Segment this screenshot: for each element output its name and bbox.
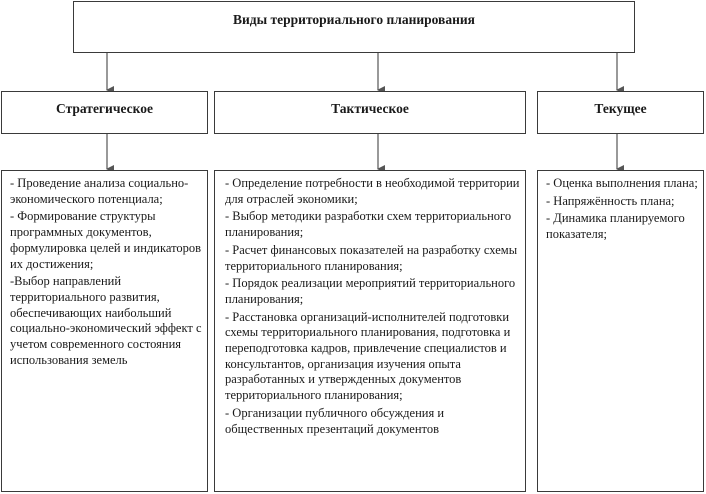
category-tactical-box xyxy=(214,91,526,134)
current-details-list xyxy=(546,176,699,243)
tactical-detail-item: - Расчет финансовых показателей на разработку схемы территориального планирования; xyxy=(225,242,518,273)
tactical-detail-item: - Расстановка организаций-исполнителей подготовки схемы территориального планирования, подготовка и переподготовка кадров, привлечение специалистов и консультантов, организация изучения опыта разработанных и утвержденных документов территориального планирования; xyxy=(225,309,511,403)
strategic-details-list xyxy=(10,176,203,368)
tactical-detail-item: - Порядок реализации мероприятий территориального планирования; xyxy=(225,276,516,306)
tactical-detail-item: - Выбор методики разработки схем территориального планирования; xyxy=(225,209,512,240)
strategic-detail-item: -Выбор направлений территориального развития, обеспечивающих наибольший социально-экономический эффект с учетом современного состояния использования земель xyxy=(10,274,202,367)
category-strategic-box xyxy=(1,91,208,134)
root-box xyxy=(73,1,635,53)
category-tactical-title: Тактическое xyxy=(331,101,409,116)
tactical-details-box xyxy=(214,170,526,492)
current-detail-item: - Оценка выполнения плана; xyxy=(546,176,698,190)
current-detail-item: - Напряжённость плана; xyxy=(546,193,675,208)
tactical-detail-item: - Определение потребности в необходимой территории для отраслей экономики; xyxy=(225,176,520,206)
tactical-details-list xyxy=(225,176,521,437)
category-current-title: Текущее xyxy=(594,101,647,116)
root-title: Виды территориального планирования xyxy=(233,12,475,27)
tactical-detail-item: - Организации публичного обсуждения и общественных презентаций документов xyxy=(225,405,445,436)
current-details-box xyxy=(537,170,704,492)
strategic-details-box xyxy=(1,170,208,492)
category-strategic-title: Стратегическое xyxy=(56,101,153,116)
current-detail-item: - Динамика планируемого показателя; xyxy=(546,211,685,242)
strategic-detail-item: - Проведение анализа социально-экономического потенциала; xyxy=(10,176,189,206)
strategic-detail-item: - Формирование структуры программных документов, формулировка целей и индикаторов их достижения; xyxy=(10,209,202,271)
category-current-box xyxy=(537,91,704,134)
